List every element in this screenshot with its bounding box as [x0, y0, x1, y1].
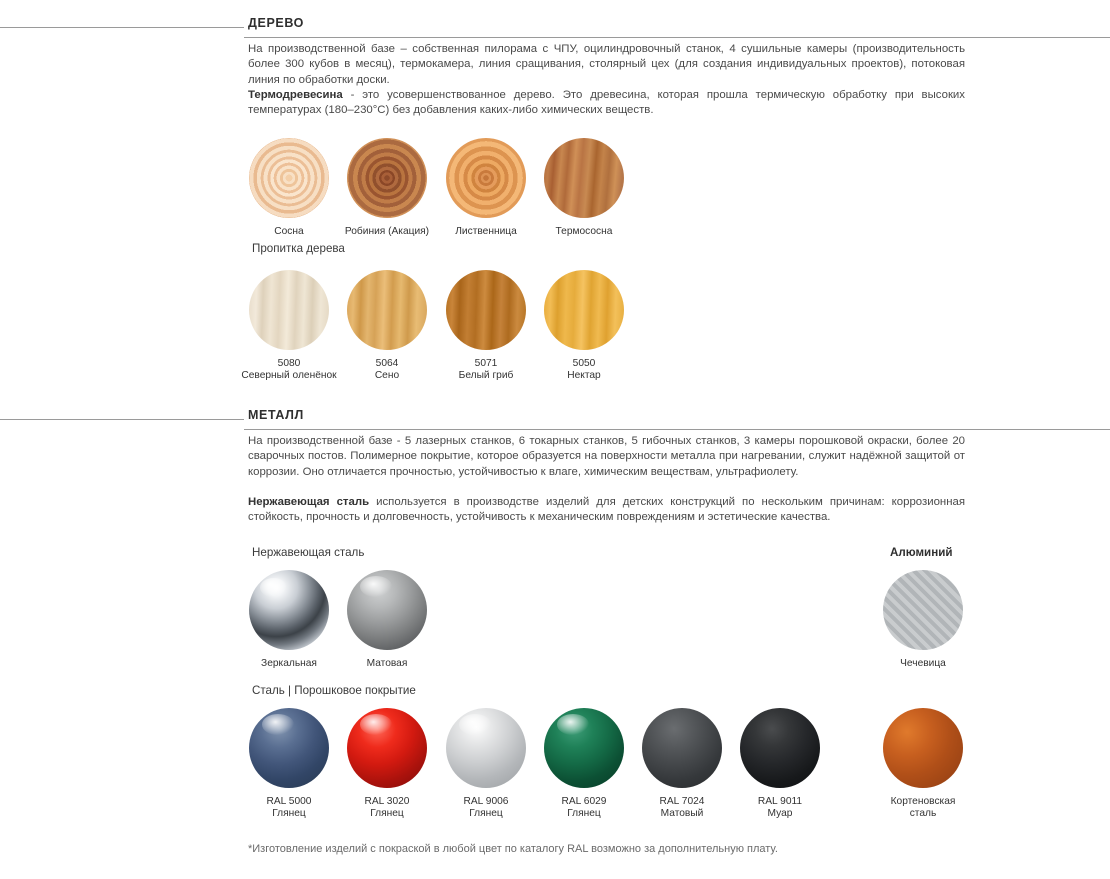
metal-paragraph-2-rest: используется в производстве изделий для детских конструкций по нескольким причинам: коррозионная стойкость, прочность и долговечность, устойчивость к механическим повреждениям и эстетические качества. [248, 496, 965, 524]
swatch-powder-5 [730, 708, 830, 821]
swatch-caption [730, 796, 830, 821]
swatch-wood-1 [337, 138, 437, 238]
swatch-caption [632, 796, 732, 821]
swatch-label: RAL 9006 [463, 796, 509, 807]
swatch-sublabel: Глянец [370, 808, 404, 820]
swatch-powder-3 [534, 708, 634, 821]
swatch-sublabel: сталь [909, 808, 937, 820]
swatch-label: Чечевица [900, 658, 946, 669]
swatch-label: RAL 7024 [659, 796, 705, 807]
wood-texture-larch-icon [446, 138, 526, 218]
swatch-label: Кортеновская [890, 796, 956, 807]
impregnation-5064-icon [347, 270, 427, 350]
ral-7024-sphere-icon [642, 708, 722, 788]
swatch-caption [239, 358, 339, 383]
swatch-label: 5080 [277, 358, 301, 369]
swatch-powder-6 [873, 708, 973, 821]
swatch-sublabel: Сено [374, 370, 400, 382]
divider-left [0, 27, 244, 28]
swatch-sublabel: Матовый [660, 808, 704, 820]
swatch-label: 5071 [474, 358, 498, 369]
stainless-matte-sphere-icon [347, 570, 427, 650]
swatch-impregnation-1 [337, 270, 437, 383]
swatch-caption [337, 226, 437, 238]
swatch-caption [873, 796, 973, 821]
swatch-powder-2 [436, 708, 536, 821]
wood-paragraph-1: На производственной базе – собственная пилорама с ЧПУ, оцилиндровочный станок, 4 сушильные камеры (производительность более 300 кубов в месяц), термокамера, линия сращивания, столярный цех (для создания индивидуальных проектов), потоковая линия по обработки доски. [248, 43, 965, 86]
ral-3020-sphere-icon [347, 708, 427, 788]
swatch-sublabel: Муар [767, 808, 793, 820]
gloss-highlight-icon [262, 714, 294, 735]
swatch-sublabel: Глянец [469, 808, 503, 820]
swatch-caption [534, 358, 634, 383]
ral-9011-sphere-icon [740, 708, 820, 788]
section-title-metal: МЕТАЛЛ [248, 408, 304, 422]
ral-6029-sphere-icon [544, 708, 624, 788]
swatch-sublabel: Белый гриб [458, 370, 514, 382]
swatch-caption [534, 226, 634, 238]
swatch-impregnation-0 [239, 270, 339, 383]
label-powder-coating: Сталь | Порошковое покрытие [252, 684, 416, 697]
swatch-powder-4 [632, 708, 732, 821]
swatch-stainless-1 [337, 570, 437, 670]
footnote-ral: *Изготовление изделий с покраской в любой цвет по каталогу RAL возможно за дополнительную плату. [248, 843, 778, 855]
swatch-stainless-0 [239, 570, 339, 670]
metal-paragraph-2 [248, 495, 965, 526]
swatch-label: Зеркальная [261, 658, 317, 669]
label-stainless-steel: Нержавеющая сталь [252, 546, 365, 559]
divider-right [244, 37, 1110, 38]
gloss-highlight-icon [557, 714, 589, 735]
swatch-powder-0 [239, 708, 339, 821]
swatch-caption [436, 226, 536, 238]
swatch-impregnation-2 [436, 270, 536, 383]
metal-paragraph-1: На производственной базе - 5 лазерных станков, 6 токарных станков, 5 гибочных станков, 3 камеры порошковой окраски, более 20 сварочных постов. Полимерное покрытие, которое образуется на поверхности металла при нагревании, служит надёжной защитой от коррозии. Оно отличается прочностью, устойчивостью к влаге, химическим веществам, ультрафиолету. [248, 435, 965, 478]
swatch-caption [239, 226, 339, 238]
swatch-label: 5050 [572, 358, 596, 369]
aluminium-lentil-texture-icon [883, 570, 963, 650]
gloss-highlight-icon [360, 714, 392, 735]
label-wood-impregnation: Пропитка дерева [252, 242, 345, 255]
swatch-caption [436, 358, 536, 383]
section-header-metal [0, 408, 1110, 430]
swatch-sublabel: Глянец [567, 808, 601, 820]
swatch-sublabel: Нектар [567, 370, 601, 382]
swatch-label: RAL 9011 [757, 796, 803, 807]
wood-paragraph-2-lead: Термодревесина [248, 89, 343, 101]
stainless-mirror-sphere-icon [249, 570, 329, 650]
swatch-label: RAL 6029 [561, 796, 607, 807]
swatch-caption [873, 658, 973, 670]
swatch-caption [337, 658, 437, 670]
corten-steel-texture-icon [883, 708, 963, 788]
wood-texture-thermopine-icon [544, 138, 624, 218]
swatch-caption [337, 796, 437, 821]
divider-right [244, 429, 1110, 430]
divider-left [0, 419, 244, 420]
swatch-caption [436, 796, 536, 821]
swatch-label: Лиственница [455, 226, 517, 237]
ral-9006-sphere-icon [446, 708, 526, 788]
swatch-sublabel: Северный оленёнок [241, 370, 337, 382]
impregnation-5050-icon [544, 270, 624, 350]
wood-texture-sosna-icon [249, 138, 329, 218]
swatch-sublabel: Глянец [272, 808, 306, 820]
swatch-label: Матовая [366, 658, 408, 669]
swatch-label: Термососна [555, 226, 613, 237]
impregnation-5080-icon [249, 270, 329, 350]
swatch-powder-1 [337, 708, 437, 821]
swatch-label: Робиния (Акация) [344, 226, 430, 237]
swatch-caption [337, 358, 437, 383]
swatch-label: RAL 5000 [266, 796, 312, 807]
wood-paragraph-2 [248, 88, 965, 119]
swatch-caption [534, 796, 634, 821]
swatch-wood-0 [239, 138, 339, 238]
gloss-highlight-icon [459, 714, 491, 735]
swatch-aluminium-0 [873, 570, 973, 670]
wood-paragraph-2-rest: - это усовершенствованное дерево. Это древесина, которая прошла термическую обработку при высоких температурах (180–230°C) без добавления каких-либо химических веществ. [248, 89, 965, 117]
swatch-label: 5064 [375, 358, 399, 369]
ral-5000-sphere-icon [249, 708, 329, 788]
swatch-wood-3 [534, 138, 634, 238]
swatch-impregnation-3 [534, 270, 634, 383]
swatch-caption [239, 658, 339, 670]
swatch-wood-2 [436, 138, 536, 238]
swatch-label: RAL 3020 [364, 796, 410, 807]
metal-paragraph-2-lead: Нержавеющая сталь [248, 496, 370, 508]
section-title-wood: ДЕРЕВО [248, 16, 304, 30]
wood-texture-robinia-icon [347, 138, 427, 218]
swatch-caption [239, 796, 339, 821]
section-header-wood [0, 16, 1110, 38]
label-aluminium: Алюминий [890, 546, 953, 559]
swatch-label: Сосна [274, 226, 304, 237]
gloss-highlight-icon [360, 576, 392, 597]
impregnation-5071-icon [446, 270, 526, 350]
